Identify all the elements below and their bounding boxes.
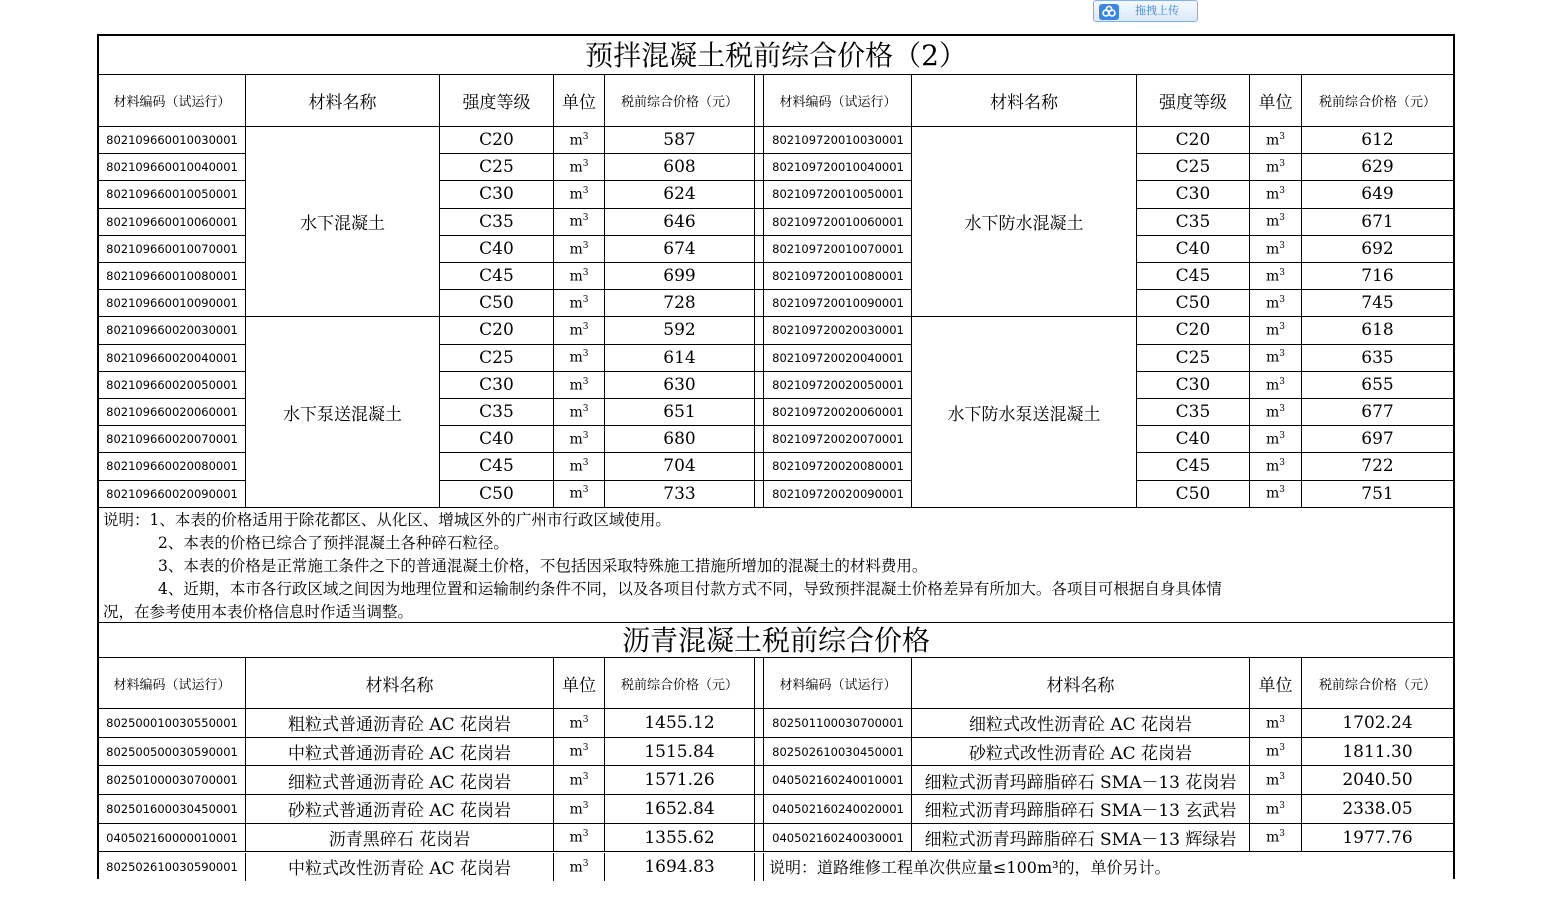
- material-code: 802109720020070001: [765, 426, 912, 452]
- note-line: 2、本表的价格已综合了预拌混凝土各种碎石粒径。: [158, 533, 509, 552]
- column-gap: [755, 154, 764, 180]
- unit-text: $m^3$: [569, 829, 589, 846]
- unit-superscript: 3: [1279, 376, 1285, 387]
- unit-superscript: 3: [582, 186, 589, 197]
- price-value: 618: [1361, 320, 1394, 341]
- unit-cell: [1250, 154, 1302, 180]
- strength-grade: C40: [440, 236, 554, 262]
- strength-grade: C25: [440, 345, 554, 371]
- asphalt-header-row: [99, 658, 1453, 709]
- price-value: 674: [605, 236, 755, 262]
- unit-superscript: 3: [1279, 131, 1285, 142]
- unit-cell: [1250, 766, 1302, 794]
- unit-text: $m^3$: [569, 743, 589, 760]
- column-gap: [755, 824, 764, 852]
- strength-grade: C35: [440, 209, 554, 235]
- strength-grade: C50: [440, 481, 554, 507]
- strength-grade: C20: [1137, 317, 1250, 343]
- material-name: 细粒式改性沥青砼 AC 花岗岩: [912, 709, 1250, 737]
- strength-grade: C35: [440, 399, 554, 425]
- material-code: 802501100030700001: [765, 709, 912, 737]
- note-line: 况，在参考使用本表价格信息时作适当调整。: [103, 602, 414, 621]
- material-name: 水下混凝土: [246, 127, 440, 317]
- strength-grade: C35: [1137, 209, 1250, 235]
- unit-text: $m^3$: [569, 858, 589, 876]
- header-code-right: 材料编码（试运行）: [765, 75, 912, 126]
- unit-superscript: 3: [582, 458, 589, 469]
- material-code: 802109660010070001: [99, 236, 246, 262]
- table-row: [99, 824, 1453, 853]
- material-code: 802109660020090001: [99, 481, 246, 507]
- price-value: 651: [605, 399, 755, 425]
- unit-superscript: 3: [582, 240, 589, 251]
- unit-cell: [554, 481, 605, 507]
- column-gap: [755, 399, 764, 425]
- column-gap: [755, 127, 764, 153]
- material-name: 沥青黑碎石 花岗岩: [246, 824, 554, 852]
- unit-superscript: 3: [582, 858, 589, 869]
- unit-cell: [554, 372, 605, 398]
- price-value: 587: [605, 127, 755, 153]
- unit-cell: [554, 209, 605, 235]
- unit-text: $m^3$: [569, 158, 589, 176]
- unit-cell: [1250, 181, 1302, 207]
- unit-cell: [1250, 481, 1302, 507]
- price-sheet: [97, 34, 1455, 879]
- unit-cell: [554, 181, 605, 207]
- strength-grade: C50: [1137, 481, 1250, 507]
- table-row: [99, 709, 1453, 738]
- price-value: 704: [605, 453, 755, 479]
- material-name: 水下泵送混凝土: [246, 317, 440, 507]
- strength-grade: C30: [1137, 372, 1250, 398]
- unit-superscript: 3: [582, 403, 589, 414]
- strength-grade: C45: [1137, 263, 1250, 289]
- price-value: 680: [605, 426, 755, 452]
- material-code: 802109720020040001: [765, 345, 912, 371]
- material-code: 802109660010050001: [99, 181, 246, 207]
- price-value: 1811.30: [1342, 741, 1413, 762]
- unit-text: $m^3$: [569, 485, 589, 503]
- strength-grade: C30: [440, 372, 554, 398]
- price-value: 1977.76: [1342, 827, 1413, 848]
- column-gap: [755, 236, 764, 262]
- unit-text: $m^3$: [569, 131, 589, 149]
- unit-text: $m^3$: [1265, 240, 1285, 258]
- material-code: 040502160000010001: [99, 824, 246, 852]
- unit-text: $m^3$: [1265, 714, 1285, 732]
- unit-cell: [1250, 317, 1302, 343]
- unit-superscript: 3: [582, 714, 589, 725]
- unit-text: $m^3$: [1265, 771, 1285, 789]
- header-price-left: 税前综合价格（元）: [605, 75, 755, 126]
- price-value: 1355.62: [605, 824, 755, 852]
- unit-superscript: 3: [582, 294, 589, 305]
- strength-grade: C45: [440, 263, 554, 289]
- strength-grade: C40: [1137, 426, 1250, 452]
- note-line: 4、近期，本市各行政区域之间因为地理位置和运输制约条件不同，以及各项目付款方式不同，导致预拌混凝土价格差异有所加大。各项目可根据自身具体情: [158, 579, 1222, 598]
- material-code: 802502610030590001: [99, 853, 246, 882]
- unit-cell: [554, 399, 605, 425]
- unit-superscript: 3: [582, 743, 589, 754]
- unit-superscript: 3: [1279, 403, 1285, 414]
- unit-cell: [554, 290, 605, 316]
- material-code: 802500500030590001: [99, 738, 246, 766]
- price-value: 655: [1361, 374, 1394, 395]
- price-value: 1571.26: [605, 766, 755, 794]
- unit-cell: [1250, 236, 1302, 262]
- unit-superscript: 3: [582, 771, 589, 782]
- table-row: [99, 738, 1453, 767]
- strength-grade: C45: [440, 453, 554, 479]
- unit-superscript: 3: [582, 213, 589, 224]
- column-gap: [755, 481, 764, 507]
- price-value: 745: [1361, 293, 1394, 314]
- unit-superscript: 3: [1279, 240, 1285, 251]
- unit-cell: [554, 345, 605, 371]
- unit-cell: [554, 853, 605, 882]
- material-name: 砂粒式改性沥青砼 AC 花岗岩: [912, 738, 1250, 766]
- material-code: 802501000030700001: [99, 766, 246, 794]
- material-code: 040502160240030001: [765, 824, 912, 852]
- price-value: 722: [1361, 456, 1394, 477]
- concrete-header-row: [99, 75, 1453, 127]
- column-gap: [755, 795, 764, 823]
- unit-superscript: 3: [1279, 485, 1285, 496]
- unit-cell: [1250, 372, 1302, 398]
- unit-cell: [554, 766, 605, 794]
- note-line: 3、本表的价格是正常施工条件之下的普通混凝土价格，不包括因采取特殊施工措施所增加的混凝土的材料费用。: [158, 556, 928, 575]
- unit-text: $m^3$: [569, 213, 589, 231]
- unit-text: $m^3$: [1265, 158, 1285, 176]
- material-name: 中粒式改性沥青砼 AC 花岗岩: [246, 853, 554, 882]
- strength-grade: C20: [440, 127, 554, 153]
- column-gap: [755, 345, 764, 371]
- unit-superscript: 3: [1279, 430, 1285, 441]
- price-value: 1652.84: [605, 795, 755, 823]
- note-line: 说明：1、本表的价格适用于除花都区、从化区、增城区外的广州市行政区域使用。: [103, 510, 671, 529]
- price-value: 592: [605, 317, 755, 343]
- unit-superscript: 3: [582, 376, 589, 387]
- unit-text: $m^3$: [569, 430, 589, 448]
- unit-superscript: 3: [582, 131, 589, 142]
- price-value: 728: [605, 290, 755, 316]
- unit-text: $m^3$: [569, 294, 589, 312]
- unit-cell: [1250, 709, 1302, 737]
- strength-grade: C35: [1137, 399, 1250, 425]
- unit-text: $m^3$: [1265, 743, 1285, 760]
- material-code: 802109660010040001: [99, 154, 246, 180]
- material-code: 040502160240020001: [765, 795, 912, 823]
- price-value: 614: [605, 345, 755, 371]
- unit-cell: [1250, 345, 1302, 371]
- unit-cell: [554, 824, 605, 852]
- cloud-upload-icon: [1099, 4, 1119, 20]
- column-gap: [755, 853, 764, 882]
- unit-text: $m^3$: [569, 714, 589, 732]
- unit-superscript: 3: [582, 322, 589, 333]
- column-gap: [755, 766, 764, 794]
- header-name-right: 材料名称: [912, 658, 1250, 708]
- concrete-notes: [99, 508, 1453, 623]
- column-gap: [755, 709, 764, 737]
- concrete-title: 预拌混凝土税前综合价格（2）: [99, 36, 1453, 75]
- material-code: 802109720010070001: [765, 236, 912, 262]
- column-gap: [755, 658, 764, 708]
- material-name: 细粒式沥青玛蹄脂碎石 SMA－13 辉绿岩: [912, 824, 1250, 852]
- unit-superscript: 3: [582, 829, 589, 840]
- unit-text: $m^3$: [1265, 458, 1285, 475]
- unit-superscript: 3: [582, 349, 589, 360]
- unit-text: $m^3$: [1265, 213, 1285, 231]
- asphalt-title: 沥青混凝土税前综合价格: [99, 623, 1453, 658]
- material-code: 802109660020040001: [99, 345, 246, 371]
- unit-cell: [1250, 824, 1302, 852]
- unit-superscript: 3: [1279, 714, 1285, 725]
- header-price-right: 税前综合价格（元）: [1318, 677, 1436, 693]
- material-code: 802109660020060001: [99, 399, 246, 425]
- unit-superscript: 3: [582, 485, 589, 496]
- column-gap: [755, 75, 764, 126]
- header-unit-left: 单位: [554, 658, 605, 708]
- header-grade-left: 强度等级: [440, 75, 554, 126]
- strength-grade: C25: [1137, 154, 1250, 180]
- drag-upload-button[interactable]: [1093, 0, 1198, 22]
- unit-cell: [554, 236, 605, 262]
- header-name-left: 材料名称: [246, 658, 554, 708]
- price-value: 699: [605, 263, 755, 289]
- material-code: 802109720010090001: [765, 290, 912, 316]
- unit-cell: [554, 263, 605, 289]
- price-value: 733: [605, 481, 755, 507]
- column-gap: [755, 317, 764, 343]
- unit-superscript: 3: [582, 267, 589, 278]
- unit-cell: [1250, 426, 1302, 452]
- material-name: 细粒式普通沥青砼 AC 花岗岩: [246, 766, 554, 794]
- unit-superscript: 3: [1279, 349, 1285, 360]
- header-price-right: 税前综合价格（元）: [1318, 95, 1436, 110]
- material-name: 砂粒式普通沥青砼 AC 花岗岩: [246, 795, 554, 823]
- unit-cell: [1250, 738, 1302, 766]
- unit-cell: [554, 738, 605, 766]
- unit-superscript: 3: [1279, 771, 1285, 782]
- price-value: 608: [605, 154, 755, 180]
- column-gap: [755, 290, 764, 316]
- column-gap: [755, 209, 764, 235]
- unit-text: $m^3$: [1265, 349, 1285, 367]
- header-code-right: 材料编码（试运行）: [765, 658, 912, 708]
- unit-text: $m^3$: [1265, 267, 1285, 285]
- material-code: 802109720010060001: [765, 209, 912, 235]
- unit-cell: [1250, 263, 1302, 289]
- unit-superscript: 3: [1279, 458, 1285, 469]
- column-gap: [755, 426, 764, 452]
- unit-text: $m^3$: [569, 771, 589, 789]
- strength-grade: C50: [440, 290, 554, 316]
- price-value: 2040.50: [1342, 770, 1413, 791]
- unit-text: $m^3$: [1265, 829, 1285, 846]
- material-code: 802109720010030001: [765, 127, 912, 153]
- strength-grade: C25: [440, 154, 554, 180]
- table-row: [99, 766, 1453, 795]
- material-code: 802109720010050001: [765, 181, 912, 207]
- unit-superscript: 3: [1279, 800, 1285, 811]
- column-gap: [755, 453, 764, 479]
- unit-superscript: 3: [1279, 213, 1285, 224]
- unit-text: $m^3$: [1265, 430, 1285, 448]
- unit-text: $m^3$: [569, 186, 589, 203]
- unit-superscript: 3: [1279, 158, 1285, 169]
- table-row: [99, 795, 1453, 824]
- unit-text: $m^3$: [569, 800, 589, 818]
- material-name: 中粒式普通沥青砼 AC 花岗岩: [246, 738, 554, 766]
- unit-cell: [1250, 290, 1302, 316]
- header-grade-right: 强度等级: [1137, 75, 1250, 126]
- price-value: 671: [1361, 211, 1394, 232]
- unit-text: $m^3$: [1265, 403, 1285, 421]
- price-value: 630: [605, 372, 755, 398]
- header-code-left: 材料编码（试运行）: [99, 658, 246, 708]
- unit-text: $m^3$: [1265, 485, 1285, 503]
- column-gap: [755, 372, 764, 398]
- price-value: 612: [1361, 130, 1394, 151]
- material-code: 802109720020030001: [765, 317, 912, 343]
- unit-superscript: 3: [1279, 267, 1285, 278]
- strength-grade: C40: [440, 426, 554, 452]
- material-name: 粗粒式普通沥青砼 AC 花岗岩: [246, 709, 554, 737]
- unit-cell: [1250, 209, 1302, 235]
- header-code-left: 材料编码（试运行）: [99, 75, 246, 126]
- strength-grade: C25: [1137, 345, 1250, 371]
- unit-cell: [554, 317, 605, 343]
- price-value: 649: [1361, 184, 1394, 205]
- unit-cell: [1250, 399, 1302, 425]
- unit-superscript: 3: [1279, 322, 1285, 333]
- strength-grade: C20: [1137, 127, 1250, 153]
- material-code: 802109720010040001: [765, 154, 912, 180]
- price-value: 751: [1361, 483, 1394, 504]
- strength-grade: C50: [1137, 290, 1250, 316]
- material-code: 802109660020030001: [99, 317, 246, 343]
- material-code: 802109660020080001: [99, 453, 246, 479]
- header-name-right: 材料名称: [912, 75, 1137, 126]
- column-gap: [755, 181, 764, 207]
- header-unit-left: 单位: [554, 75, 605, 126]
- unit-cell: [554, 795, 605, 823]
- header-name-left: 材料名称: [246, 75, 440, 126]
- unit-superscript: 3: [1279, 829, 1285, 840]
- material-code: 802109720020090001: [765, 481, 912, 507]
- strength-grade: C30: [1137, 181, 1250, 207]
- unit-text: $m^3$: [569, 240, 589, 258]
- unit-text: $m^3$: [569, 403, 589, 421]
- unit-superscript: 3: [1279, 743, 1285, 754]
- strength-grade: C20: [440, 317, 554, 343]
- unit-text: $m^3$: [569, 349, 589, 367]
- header-price-left: 税前综合价格（元）: [605, 658, 755, 708]
- material-code: 802109660010090001: [99, 290, 246, 316]
- price-value: 629: [1361, 157, 1394, 178]
- unit-superscript: 3: [582, 800, 589, 811]
- material-code: 802109660010030001: [99, 127, 246, 153]
- unit-cell: [554, 127, 605, 153]
- price-value: 1694.83: [605, 853, 755, 882]
- material-code: 802500010030550001: [99, 709, 246, 737]
- column-gap: [755, 738, 764, 766]
- price-value: 692: [1361, 238, 1394, 259]
- strength-grade: C45: [1137, 453, 1250, 479]
- price-value: 624: [605, 181, 755, 207]
- material-code: 802501600030450001: [99, 795, 246, 823]
- unit-text: $m^3$: [569, 376, 589, 394]
- unit-text: $m^3$: [569, 458, 589, 475]
- material-code: 802109720020080001: [765, 453, 912, 479]
- material-code: 802109720020050001: [765, 372, 912, 398]
- material-name: 水下防水泵送混凝土: [912, 317, 1137, 507]
- unit-cell: [1250, 795, 1302, 823]
- price-value: 2338.05: [1342, 798, 1413, 819]
- unit-cell: [1250, 453, 1302, 479]
- unit-cell: [554, 426, 605, 452]
- unit-text: $m^3$: [1265, 800, 1285, 818]
- upload-label: 拖拽上传: [1135, 4, 1179, 17]
- unit-superscript: 3: [1279, 186, 1285, 197]
- strength-grade: C40: [1137, 236, 1250, 262]
- price-value: 1515.84: [605, 738, 755, 766]
- unit-text: $m^3$: [1265, 376, 1285, 394]
- material-code: 802109660020050001: [99, 372, 246, 398]
- material-code: 802109660010080001: [99, 263, 246, 289]
- price-value: 716: [1361, 266, 1394, 287]
- unit-text: $m^3$: [1265, 294, 1285, 312]
- header-unit-right: 单位: [1250, 75, 1302, 126]
- price-value: 697: [1361, 429, 1394, 450]
- price-value: 677: [1361, 402, 1394, 423]
- unit-cell: [554, 154, 605, 180]
- material-code: 802109720010080001: [765, 263, 912, 289]
- price-value: 635: [1361, 347, 1394, 368]
- material-code: 040502160240010001: [765, 766, 912, 794]
- header-unit-right: 单位: [1250, 658, 1302, 708]
- unit-cell: [554, 453, 605, 479]
- material-code: 802109720020060001: [765, 399, 912, 425]
- column-gap: [755, 263, 764, 289]
- unit-superscript: 3: [582, 430, 589, 441]
- unit-text: $m^3$: [569, 322, 589, 339]
- material-code: 802109660020070001: [99, 426, 246, 452]
- strength-grade: C30: [440, 181, 554, 207]
- material-name: 水下防水混凝土: [912, 127, 1137, 317]
- unit-text: $m^3$: [1265, 186, 1285, 203]
- unit-text: $m^3$: [1265, 131, 1285, 149]
- material-name: 细粒式沥青玛蹄脂碎石 SMA－13 花岗岩: [912, 766, 1250, 794]
- price-value: 1702.24: [1342, 712, 1413, 733]
- unit-text: $m^3$: [1265, 322, 1285, 339]
- unit-superscript: 3: [582, 158, 589, 169]
- unit-superscript: 3: [1279, 294, 1285, 305]
- material-name: 细粒式沥青玛蹄脂碎石 SMA－13 玄武岩: [912, 795, 1250, 823]
- price-value: 646: [605, 209, 755, 235]
- material-code: 802502610030450001: [765, 738, 912, 766]
- table-row: [99, 853, 1453, 882]
- unit-text: $m^3$: [569, 267, 589, 285]
- price-value: 1455.12: [605, 709, 755, 737]
- asphalt-note: 说明：道路维修工程单次供应量≤100m³的，单价另计。: [769, 858, 1171, 878]
- material-code: 802109660010060001: [99, 209, 246, 235]
- unit-cell: [1250, 127, 1302, 153]
- unit-cell: [554, 709, 605, 737]
